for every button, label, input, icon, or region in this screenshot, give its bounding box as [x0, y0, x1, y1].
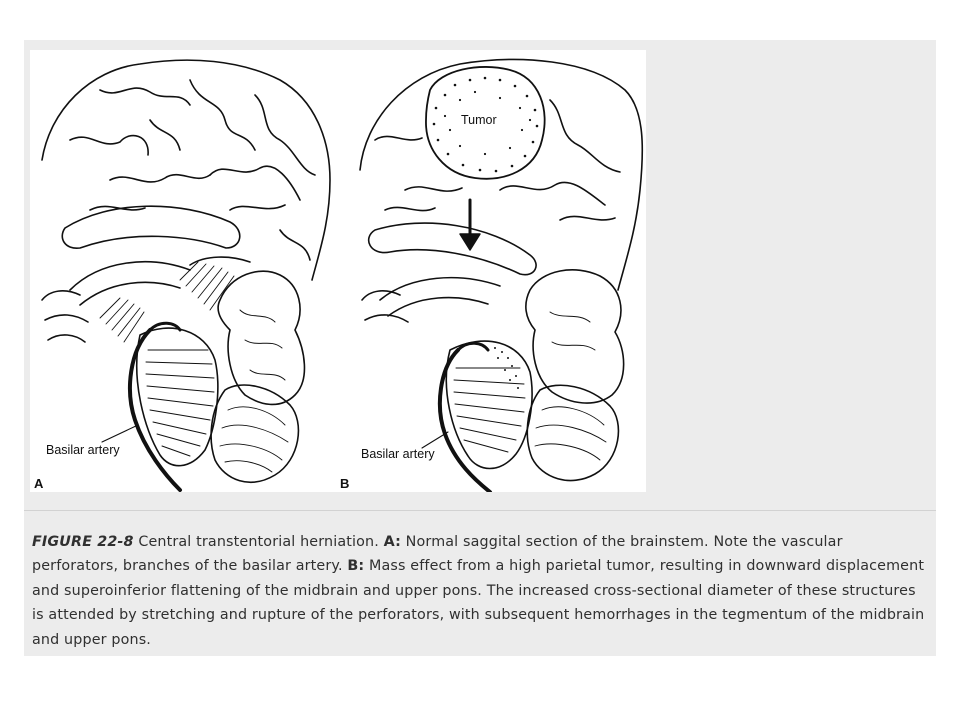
- caption-divider: [24, 510, 936, 511]
- panel-b-drawing: [360, 60, 642, 492]
- panel-a-drawing: [42, 60, 330, 490]
- basilar-artery-label-b: Basilar artery: [361, 447, 435, 461]
- tumor-label: Tumor: [461, 113, 497, 127]
- figure-panel: [24, 40, 936, 656]
- basilar-artery-label-a: Basilar artery: [46, 443, 120, 457]
- caption-b-label: B:: [347, 558, 365, 575]
- caption-intro: Central transtentorial herniation.: [133, 534, 384, 550]
- caption-b-text: Mass effect from a high parietal tumor, resulting in downward displacement and superoinferior flattening of the midbrain and upper pons. The increased cross-sectional diameter of these structures is attended by stretching and rupture of the perforators, with subsequent hemorrhages in the tegmentum of the midbrain and upper pons.: [32, 558, 925, 648]
- figure-illustration: [30, 50, 646, 492]
- caption-a-text: Normal saggital section of the brainstem. Note the vascular perforators, branches of the basilar artery.: [32, 534, 843, 575]
- caption-a-label: A:: [383, 534, 401, 550]
- brain-sagittal-drawings: [30, 50, 646, 492]
- panel-a-letter: A: [34, 476, 44, 491]
- figure-number: FIGURE 22-8: [32, 534, 134, 550]
- figure-caption: [32, 530, 932, 652]
- panel-b-letter: B: [340, 476, 350, 491]
